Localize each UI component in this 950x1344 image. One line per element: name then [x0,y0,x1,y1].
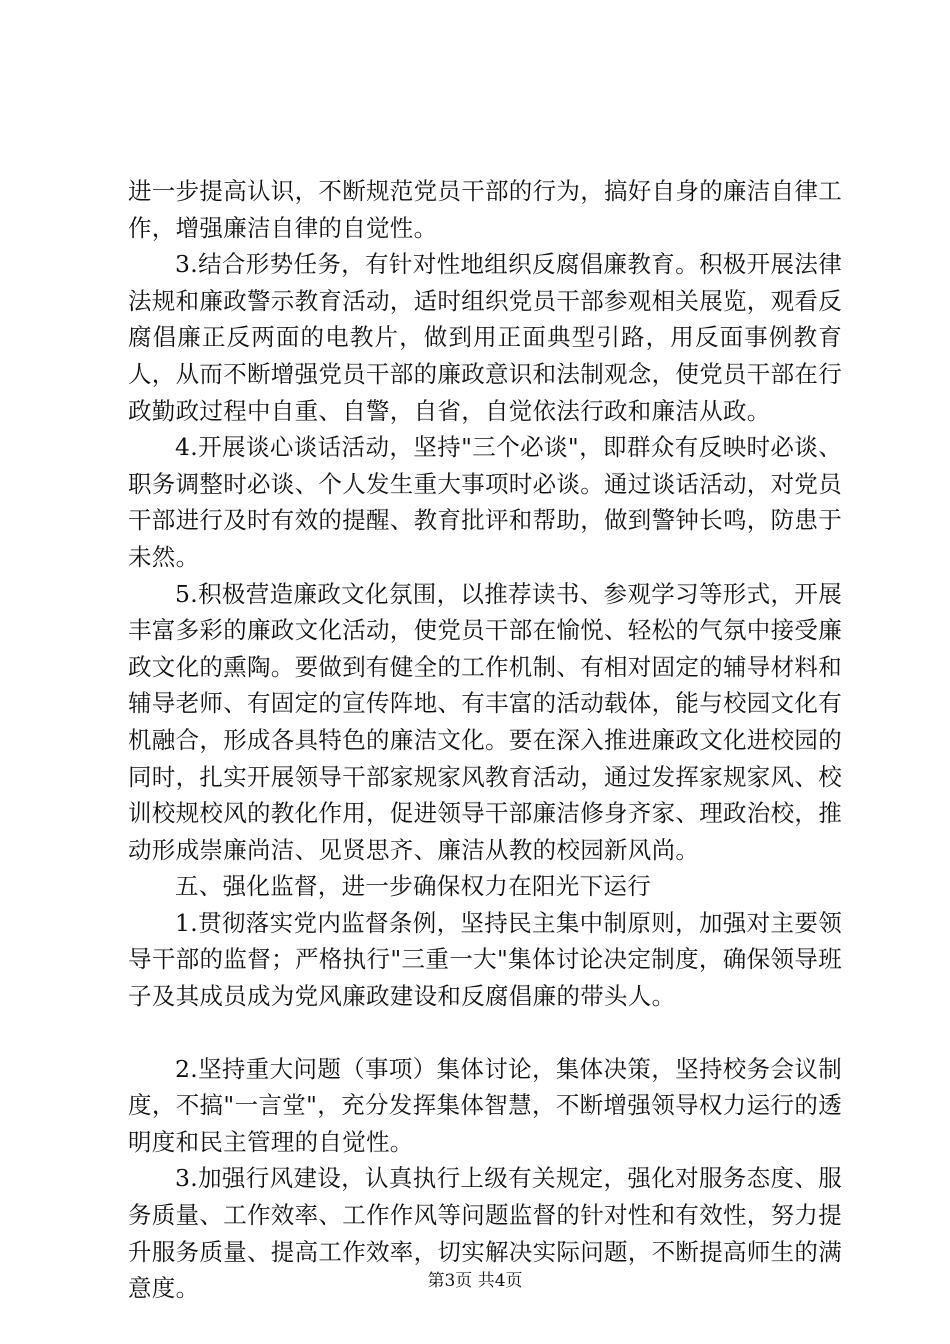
paragraph-item-3-education: 3.结合形势任务，有针对性地组织反腐倡廉教育。积极开展法律法规和廉政警示教育活动，适时组织党员干部参观相关展览，观看反腐倡廉正反两面的电教片，做到用正面典型引路，用反面事例教育人，从而不断增强党员干部的廉政意识和法制观念，使党员干部在行政勤政过程中自重、自警，自省，自觉依法行政和廉洁从政。 [128,250,842,425]
section-heading-supervision: 五、强化监督，进一步确保权力在阳光下运行 [175,872,651,901]
paragraph-continuation: 进一步提高认识，不断规范党员干部的行为，搞好自身的廉洁自律工作，增强廉洁自律的自觉性。 [128,177,842,242]
page-number-footer: 第3页 共4页 [427,1271,523,1291]
paragraph-item-2-collective-decision: 2.坚持重大问题（事项）集体讨论，集体决策，坚持校务会议制度，不搞"一言堂"，充分发挥集体智慧，不断增强领导权力运行的透明度和民主管理的自觉性。 [128,1054,842,1156]
paragraph-item-5-culture: 5.积极营造廉政文化氛围，以推荐读书、参观学习等形式，开展丰富多彩的廉政文化活动，使党员干部在愉悦、轻松的气氛中接受廉政文化的熏陶。要做到有健全的工作机制、有相对固定的辅导材料和辅导老师、有固定的宣传阵地、有丰富的活动载体，能与校园文化有机融合，形成各具特色的廉洁文化。要在深入推进廉政文化进校园的同时，扎实开展领导干部家规家风教育活动，通过发挥家规家风、校训校规校风的教化作用，促进领导干部廉洁修身齐家、理政治校，推动形成崇廉尚洁、见贤思齐、廉洁从教的校园新风尚。 [128,579,842,864]
paragraph-item-1-supervision: 1.贯彻落实党内监督条例，坚持民主集中制原则，加强对主要领导干部的监督；严格执行"三重一大"集体讨论决定制度，确保领导班子及其成员成为党风廉政建设和反腐倡廉的带头人。 [128,908,842,1011]
document-body [128,173,842,1307]
paragraph-spacer [128,1015,842,1051]
paragraph-item-4-talks: 4.开展谈心谈话活动，坚持"三个必谈"，即群众有反映时必谈、职务调整时必谈、个人发生重大事项时必谈。通过谈话活动，对党员干部进行及时有效的提醒、教育批评和帮助，做到警钟长鸣，防患于未然。 [128,433,842,571]
paragraph-item-3-conduct: 3.加强行风建设，认真执行上级有关规定，强化对服务态度、服务质量、工作效率、工作作风等问题监督的针对性和有效性，努力提升服务质量、提高工作效率，切实解决实际问题，不断提高师生的满意度。 [128,1164,842,1303]
